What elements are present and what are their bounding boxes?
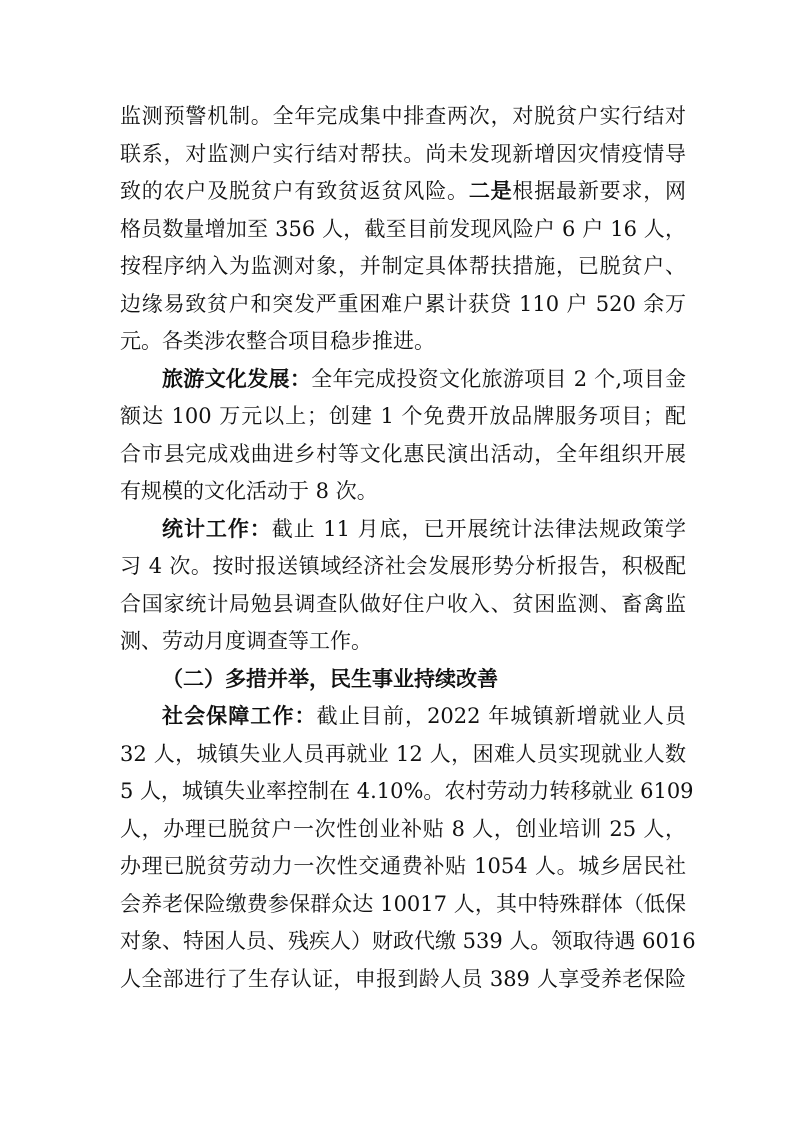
paragraph-heading-statistics: 统计工作： — [162, 516, 272, 541]
text-line: 联系，对监测户实行结对帮扶。尚未发现新增因灾情疫情导 — [120, 141, 686, 166]
text-line: 对象、特困人员、残疾人）财政代缴 539 人。领取待遇 6016 — [120, 929, 696, 953]
text-segment: 根据最新要求，网 — [512, 179, 687, 203]
text-line: 额达 100 万元以上；创建 1 个免费开放品牌服务项目；配 — [120, 404, 686, 428]
text-line: 人，办理已脱贫户一次性创业补贴 8 人，创业培训 25 人， — [120, 816, 686, 841]
text-line: 合市县完成戏曲进乡村等文化惠民演出活动，全年组织开展 — [120, 441, 686, 466]
text-line: 格员数量增加至 356 人，截至目前发现风险户 6 户 16 人， — [120, 216, 686, 241]
text-line: 监测预警机制。全年完成集中排查两次，对脱贫户实行结对 — [120, 104, 686, 128]
text-segment: 截止 11 月底，已开展统计法律法规政策学 — [271, 516, 686, 541]
text-line: 会养老保险缴费参保群众达 10017 人，其中特殊群体（低保 — [120, 891, 686, 916]
text-line: 办理已脱贫劳动力一次性交通费补贴 1054 人。城乡居民社 — [120, 854, 686, 878]
text-line: 测、劳动月度调查等工作。 — [120, 629, 372, 653]
text-line: 元。各类涉农整合项目稳步推进。 — [120, 329, 435, 353]
section-heading: （二）多措并举，民生事业持续改善 — [162, 666, 498, 691]
text-line: 有规模的文化活动于 8 次。 — [120, 479, 378, 503]
text-line: 5 人，城镇失业率控制在 4.10%。农村劳动力转移就业 6109 — [120, 779, 694, 803]
text-line: 合国家统计局勉县调查队做好住户收入、贫困监测、畜禽监 — [120, 591, 686, 616]
text-segment: 全年完成投资文化旅游项目 2 个,项目金 — [311, 366, 687, 391]
text-segment: 致的农户及脱贫户有致贫返贫风险。 — [120, 179, 469, 203]
paragraph-start-line — [120, 361, 686, 399]
paragraph-start-line — [120, 698, 686, 736]
emphasis-label: 二是 — [468, 179, 513, 203]
text-line: 32 人，城镇失业人员再就业 12 人，困难人员实现就业人数 — [120, 741, 686, 766]
text-line — [120, 173, 686, 211]
text-segment: 截止目前，2022 年城镇新增就业人员 — [316, 704, 686, 728]
paragraph-start-line — [120, 511, 686, 549]
text-line: 边缘易致贫户和突发严重困难户累计获贷 110 户 520 余万 — [120, 291, 686, 316]
document-body — [120, 98, 696, 998]
text-line: 人全部进行了生存认证，申报到龄人员 389 人享受养老保险 — [120, 966, 686, 991]
text-line: 按程序纳入为监测对象，并制定具体帮扶措施，已脱贫户、 — [120, 254, 686, 278]
paragraph-heading-tourism: 旅游文化发展： — [162, 366, 312, 391]
paragraph-heading-social-security: 社会保障工作： — [162, 704, 317, 728]
text-line: 习 4 次。按时报送镇域经济社会发展形势分析报告，积极配 — [120, 554, 686, 578]
